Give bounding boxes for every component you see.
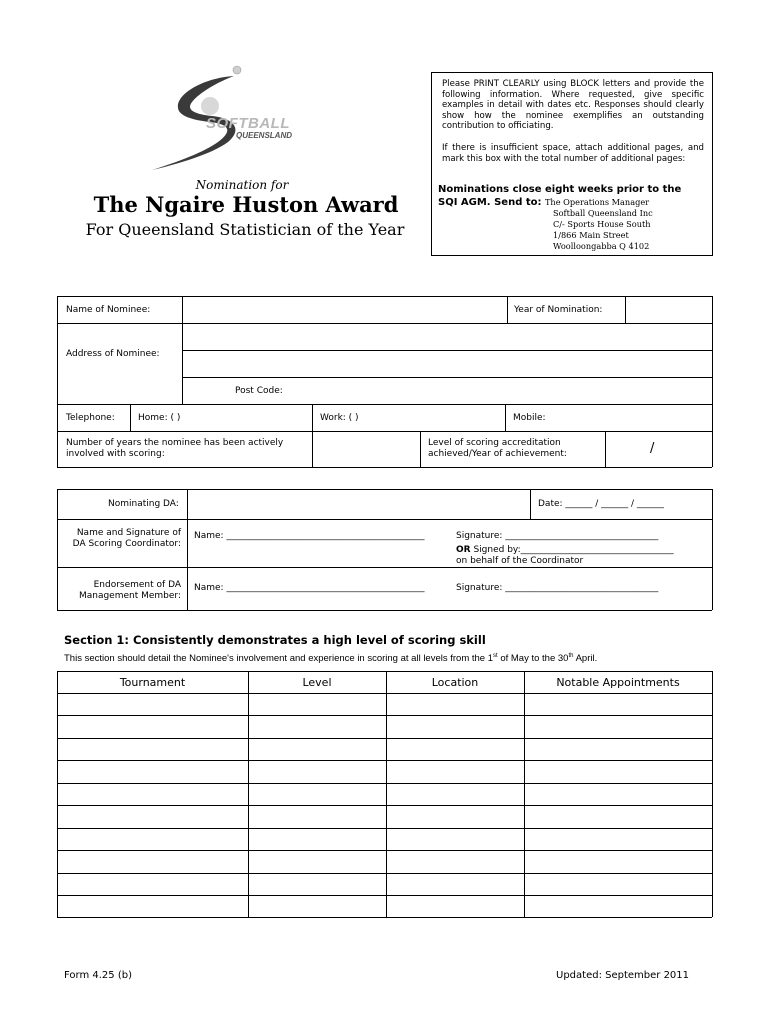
accreditation-slash: / [650,441,655,456]
address-line-1: The Operations Manager [544,197,650,207]
address-line-2: Softball Queensland Inc [553,208,653,218]
nominee-address-field[interactable] [184,325,711,375]
nominating-da-field[interactable] [189,491,528,517]
send-to-label: SQI AGM. Send to: [438,197,542,208]
section-1-title: Section 1: Consistently demonstrates a high level of scoring skill [64,633,486,647]
column-notable-appointments: Notable Appointments [556,676,680,689]
additional-pages-text: If there is insufficient space, attach additional pages, and mark this box with the total number of additional pages: [442,143,704,164]
award-title: The Ngaire Huston Award [93,192,399,217]
desc-sup-1: st [493,653,498,659]
coordinator-name-field[interactable]: Name: ____________________________________________ [194,531,425,541]
section-1-description [64,653,597,664]
address-line-3: C/- Sports House South [553,219,651,229]
column-level: Level [302,676,332,689]
home-phone-label: Home: ( ) [138,413,181,423]
accreditation-field[interactable] [607,433,711,465]
endorsement-label: Endorsement of DA Management Member: [78,580,181,601]
desc-part-b: of May to the 30 [497,653,569,665]
closing-text: Nominations close eight weeks prior to the [438,184,682,195]
name-of-nominee-label: Name of Nominee: [66,305,151,315]
desc-part-a: This section should detail the Nominee's involvement and experience in scoring at all levels from the 1 [64,653,494,665]
logo-wordmark: SOFTBALL [206,115,290,132]
year-of-nomination-field[interactable] [627,298,711,321]
post-code-field[interactable] [300,379,710,402]
work-phone-label: Work: ( ) [320,413,359,423]
address-of-nominee-label: Address of Nominee: [66,349,160,359]
updated-date: Updated: September 2011 [556,970,690,981]
mobile-field[interactable] [560,406,710,429]
or-label: OR [456,545,471,555]
address-line-4: 1/866 Main Street [553,230,629,240]
column-tournament: Tournament [119,676,186,689]
coordinator-signature-field[interactable]: Signature: __________________________________ [456,531,659,541]
coordinator-label: Name and Signature of DA Scoring Coordinator: [72,528,181,549]
logo-subtitle: QUEENSLAND [236,131,293,140]
nomination-for: Nomination for [195,178,289,192]
years-involved-field[interactable] [314,433,418,465]
nominating-da-label: Nominating DA: [108,499,179,509]
endorsement-name-field[interactable]: Name: ____________________________________________ [194,583,425,593]
signed-by-field: Signed by:__________________________________ [473,545,674,555]
nominee-name-field[interactable] [184,298,505,321]
address-line-5: Woolloongabba Q 4102 [553,241,650,251]
accreditation-label: Level of scoring accreditation achieved/Year of achievement: [428,438,567,459]
date-field[interactable]: Date: ______ / ______ / ______ [538,499,664,509]
years-involved-label: Number of years the nominee has been actively involved with scoring: [66,438,284,459]
form-number: Form 4.25 (b) [64,970,132,981]
endorsement-signature-field[interactable]: Signature: __________________________________ [456,583,659,593]
telephone-label: Telephone: [66,413,115,423]
award-subtitle: For Queensland Statistician of the Year [85,220,405,239]
work-phone-field[interactable] [400,406,503,429]
post-code-label: Post Code: [235,386,283,396]
instructions-text: Please PRINT CLEARLY using BLOCK letters and provide the following information. Where requested, give specific examples in detail with dates etc. Responses should clearly show how the nominee exemplifies an outstanding contribution to officiating. [442,79,704,131]
desc-sup-2: th [568,653,574,659]
home-phone-field[interactable] [220,406,310,429]
year-of-nomination-label: Year of Nomination: [514,305,603,315]
desc-part-c: April. [573,653,598,665]
closing-notice [438,184,708,209]
signed-by-line[interactable] [456,545,674,556]
column-location: Location [431,676,479,689]
mobile-label: Mobile: [513,413,546,423]
behalf-label: on behalf of the Coordinator [456,556,584,566]
